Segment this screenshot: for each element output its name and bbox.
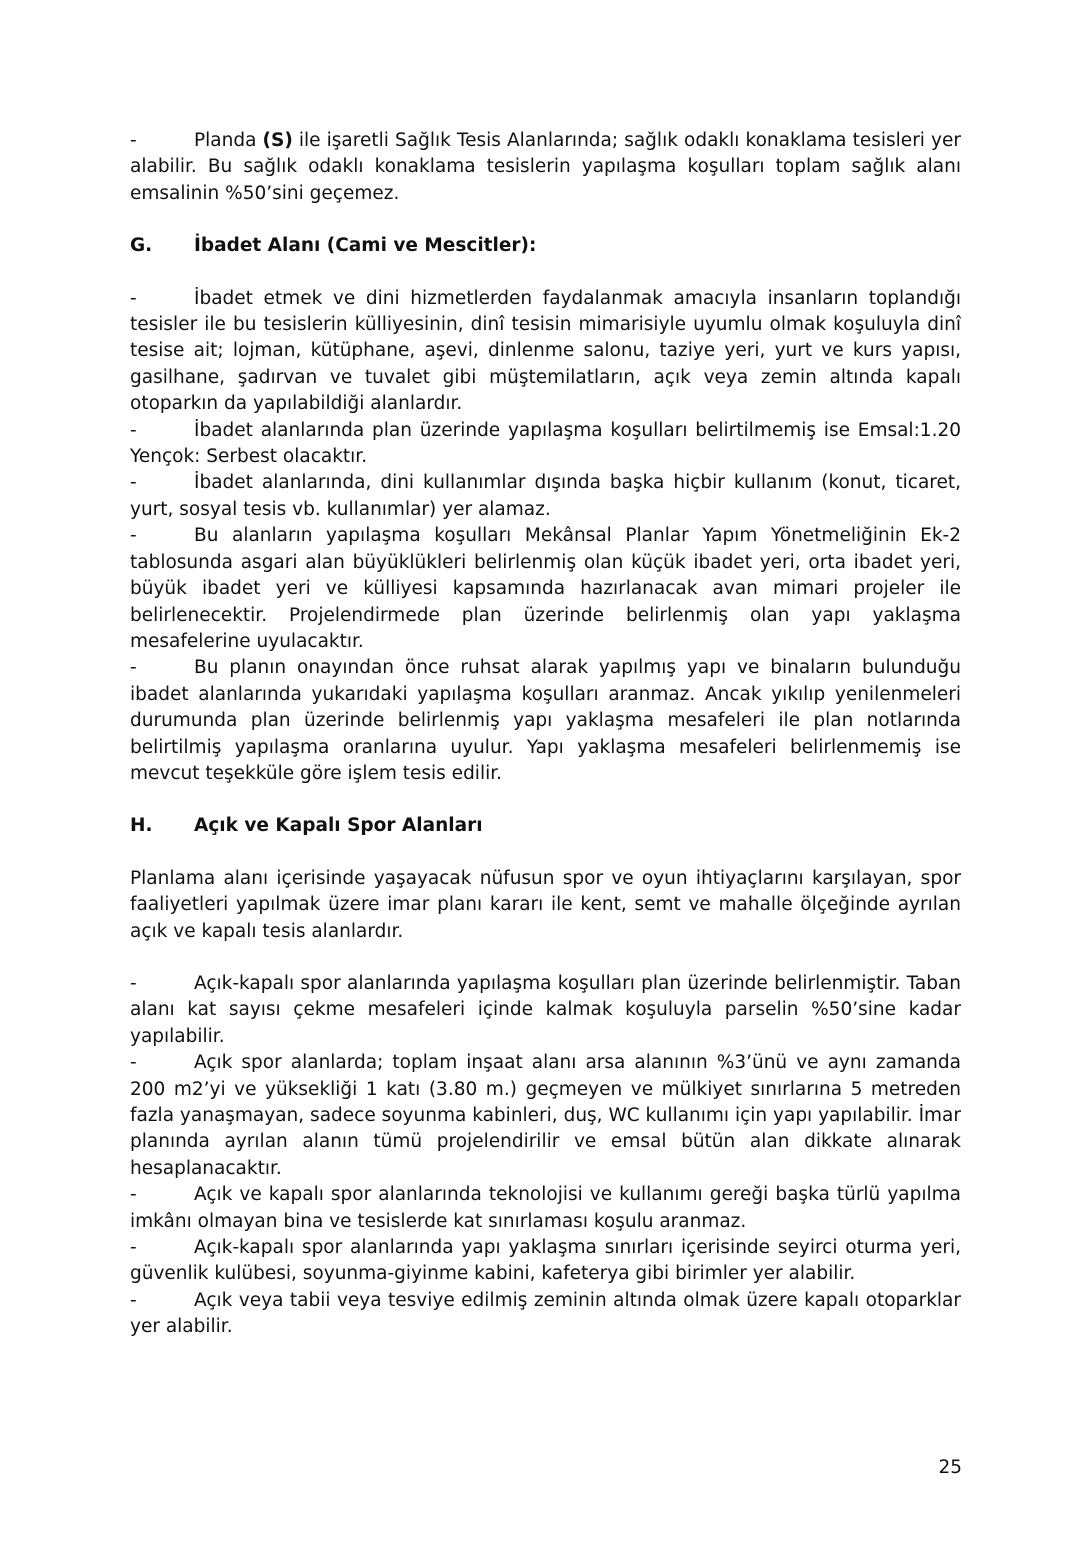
list-item [130,971,961,1050]
list-dash: - [130,525,137,547]
list-item-text: İbadet alanlarında plan üzerinde yapılaşma koşulları belirtilmemiş ise Emsal:1.20 Yençok: Serbest olacaktır. [130,419,961,468]
list-dash: - [130,472,137,494]
document-page [130,128,961,1341]
list-item-saglik [130,128,961,207]
list-item-text-pre: Planda [194,130,263,151]
list-dash: - [130,657,137,679]
list-dash: - [130,287,137,309]
list-item-text: İbadet etmek ve dini hizmetlerden faydalanmak amacıyla insanların toplandığı tesisler ile bu tesislerin külliyesinin, dinî tesisin mimarisiyle uyumlu olmak koşuluyla dinî tesise ait; lojman, kütüphane, aşevi, dinlenme salonu, taziye yeri, yurt ve kurs yapısı, gasilhane, şadırvan ve tuvalet gibi müştemilatların, açık veya zemin altında kapalı otoparkın da yapılabildiği alanlardır. [130,287,961,415]
list-item [130,1288,961,1341]
list-item-text: Açık ve kapalı spor alanlarında teknolojisi ve kullanımı gereği başka türlü yapılma imkânı olmayan bina ve tesislerde kat sınırlaması koşulu aranmaz. [130,1184,961,1232]
list-dash: - [130,419,137,441]
section-number: G. [130,235,153,257]
list-dash: - [130,1052,137,1074]
section-number: H. [130,815,153,837]
list-item-text: Açık veya tabii veya tesviye edilmiş zeminin altında olmak üzere kapalı otoparklar yer alabilir. [130,1289,961,1338]
list-dash: - [130,1237,137,1259]
list-item-text: Bu alanların yapılaşma koşulları Mekânsal Planlar Yapım Yönetmeliğinin Ek-2 tablosunda asgari alan büyüklükleri belirlenmiş olan küçük ibadet yeri, orta ibadet yeri, büyük ibadet yeri ve külliyesi kapsamında hazırlanacak avan mimari projeler ile belirlenecektir. Projelendirmede plan üzerinde belirlenmiş olan yapı yaklaşma mesafelerine uyulacaktır. [130,525,961,652]
list-item-text: Açık-kapalı spor alanlarında yapı yaklaşma sınırları içerisinde seyirci oturma yeri, güvenlik kulübesi, soyunma-giyinme kabini, kafeterya gibi birimler yer alabilir. [130,1237,961,1285]
section-intro: Planlama alanı içerisinde yaşayacak nüfusun spor ve oyun ihtiyaçlarını karşılayan, spor faaliyetleri yapılmak üzere imar planı kararı ile kent, semt ve mahalle ölçeğinde ayrılan açık ve kapalı tesis alanlardır. [130,867,961,942]
list-item [130,1182,961,1235]
list-item-text: Açık spor alanlarda; toplam inşaat alanı arsa alanının %3’ünü ve aynı zamanda 200 m2’yi ve yüksekliği 1 katı (3.80 m.) geçmeyen ve mülkiyet sınırlarına 5 metreden fazla yanaşmayan, sadece soyunma kabinleri, duş, WC kullanımı için yapı yapılabilir. İmar planında ayrılan alanın tümü projelendirilir ve emsal bütün alan dikkate alınarak hesaplanacaktır. [130,1052,961,1179]
section-title: Açık ve Kapalı Spor Alanları [194,815,483,837]
section-heading-g [130,233,961,259]
list-item-text: Açık-kapalı spor alanlarında yapılaşma koşulları plan üzerinde belirlenmiştir. Taban alanı kat sayısı çekme mesafeleri içinde kalmak koşuluyla parselin %50’sine kadar yapılabilir. [130,972,961,1047]
list-item [130,470,961,523]
list-dash: - [130,1289,137,1311]
list-dash: - [130,1184,137,1206]
list-item [130,286,961,418]
section-title: İbadet Alanı (Cami ve Mescitler): [194,235,537,257]
list-item-text-post: ile işaretli Sağlık Tesis Alanlarında; sağlık odaklı konaklama tesisleri yer alabilir. Bu sağlık odaklı konaklama tesislerin yapılaşma koşulları toplam sağlık alanı emsalinin %50’sini geçemez. [130,130,961,204]
list-item-text: İbadet alanlarında, dini kullanımlar dışında başka hiçbir kullanım (konut, ticaret, yurt, sosyal tesis vb. kullanımlar) yer alamaz. [130,472,961,520]
list-item-text-bold: (S) [262,130,293,151]
list-item-text: Bu planın onayından önce ruhsat alarak yapılmış yapı ve binaların bulunduğu ibadet alanlarında yukarıdaki yapılaşma koşulları aranmaz. Ancak yıkılıp yenilenmeleri durumunda plan üzerinde belirlenmiş yapı yaklaşma mesafeleri ile plan notlarında belirtilmiş yapılaşma oranlarına uyulur. Yapı yaklaşma mesafeleri belirlenmemiş ise mevcut teşekküle göre işlem tesis edilir. [130,657,961,784]
list-dash: - [130,130,137,151]
list-item [130,523,961,655]
page-number: 25 [938,1457,962,1478]
list-item [130,1050,961,1182]
list-item [130,418,961,471]
list-item [130,1235,961,1288]
section-heading-h [130,813,961,839]
list-dash: - [130,972,137,994]
list-item [130,655,961,787]
